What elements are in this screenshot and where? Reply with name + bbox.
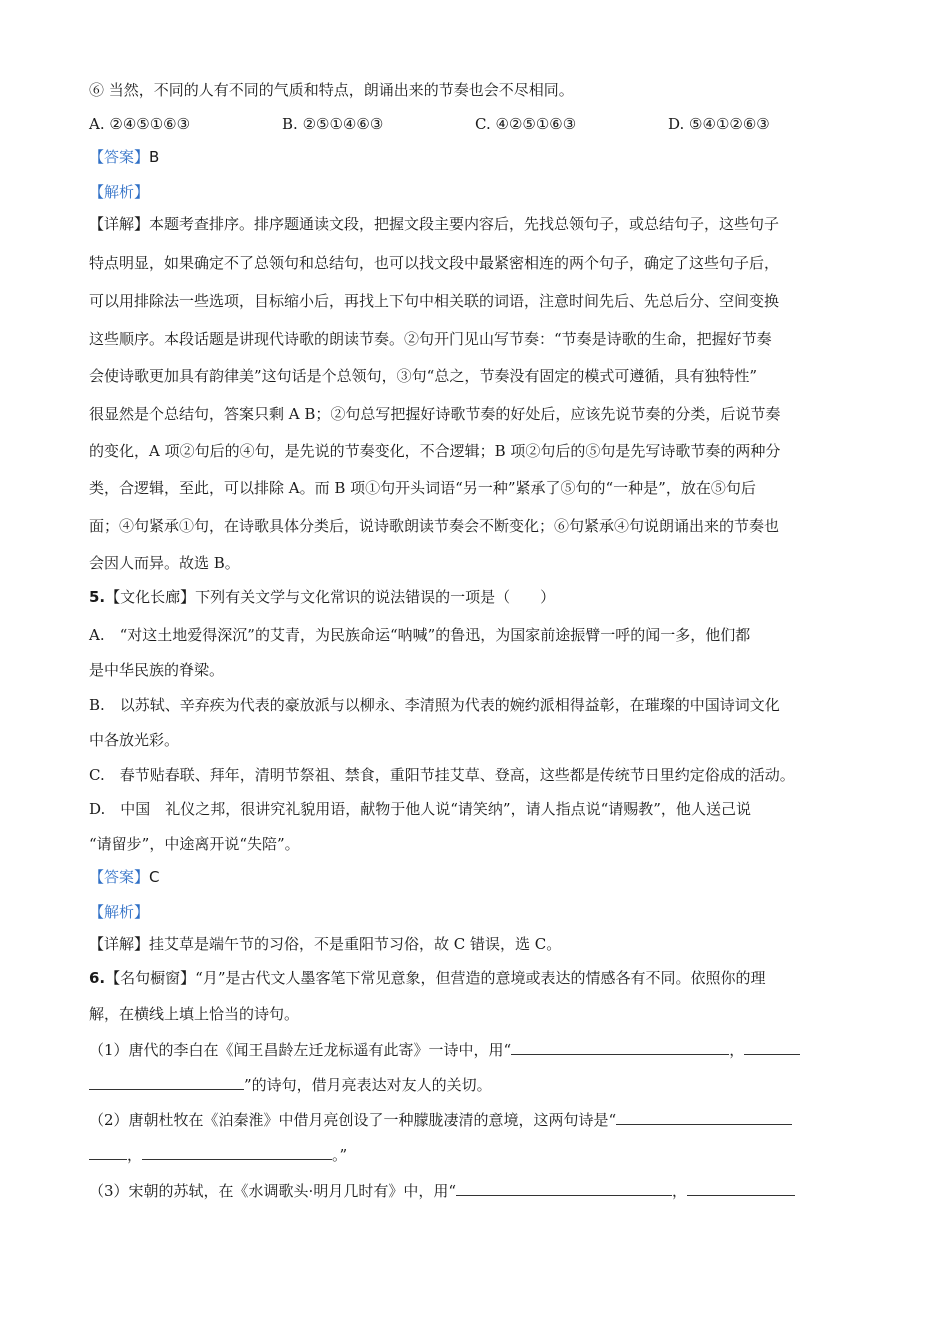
answer-tag: 【答案】 xyxy=(89,868,150,886)
option-c: C. ④②⑤①⑥③ xyxy=(475,115,577,133)
answer-blank[interactable] xyxy=(687,1181,795,1196)
question-6-stem: 6.【名句橱窗】“月”是古代文人墨客笔下常见意象，但营造的意境或表达的情感各有不同。依照你的理 xyxy=(89,969,766,987)
detail-line: 【详解】本题考查排序。排序题通读文段，把握文段主要内容后，先找总领句子，或总结句子，这些句子 xyxy=(89,215,780,233)
answer-blank[interactable] xyxy=(744,1040,800,1055)
answer-blank[interactable] xyxy=(456,1181,672,1196)
detail-line: 会使诗歌更加具有韵律美”这句话是个总领句，③句“总之，节奏没有固定的模式可遵循，具有独特性” xyxy=(89,367,758,385)
answer-blank[interactable] xyxy=(89,1075,244,1090)
detail-line: 会因人而异。故选 B。 xyxy=(89,554,240,572)
question-5-stem: 5.【文化长廊】下列有关文学与文化常识的说法错误的一项是（ ） xyxy=(89,588,556,606)
analysis-tag: 【解析】 xyxy=(89,903,150,921)
q5-option-line: D. 中国 礼仪之邦，很讲究礼貌用语，献物于他人说“请笑纳”，请人指点说“请赐教”，他人送己说 xyxy=(89,800,751,818)
fill-item-2: （2）唐朝杜牧在《泊秦淮》中借月亮创设了一种朦胧凄清的意境，这两句诗是“ xyxy=(89,1110,792,1130)
fill-item-3: （3）宋朝的苏轼，在《水调歌头·明月几时有》中，用“ ， xyxy=(89,1181,795,1201)
option-a: A. ②④⑤①⑥③ xyxy=(89,115,191,133)
analysis-tag: 【解析】 xyxy=(89,183,150,201)
detail-line: 特点明显，如果确定不了总领句和总结句，也可以找文段中最紧密相连的两个句子，确定了这些句子后， xyxy=(89,254,780,272)
q5-option-line: “请留步”，中途离开说“失陪”。 xyxy=(89,835,300,853)
answer-value: B xyxy=(149,148,160,166)
detail-line: 这些顺序。本段话题是讲现代诗歌的朗读节奏。②句开门见山写节奏：“节奏是诗歌的生命，把握好节奏 xyxy=(89,330,772,348)
detail-tag: 【详解】 xyxy=(89,935,150,953)
sentence-6: ⑥ 当然，不同的人有不同的气质和特点，朗诵出来的节奏也会不尽相同。 xyxy=(89,81,574,99)
question-6-stem-cont: 解，在横线上填上恰当的诗句。 xyxy=(89,1005,300,1023)
detail-line: 【详解】挂艾草是端午节的习俗，不是重阳节习俗，故 C 错误，选 C。 xyxy=(89,935,562,953)
fill-item-1: （1）唐代的李白在《闻王昌龄左迁龙标遥有此寄》一诗中，用“ ， xyxy=(89,1040,800,1060)
question-tag: 【名句橱窗】 xyxy=(105,969,196,987)
q5-option-line: B. 以苏轼、辛弃疾为代表的豪放派与以柳永、李清照为代表的婉约派相得益彰，在璀璨的中国诗词文化 xyxy=(89,696,780,714)
detail-line: 的变化，A 项②句后的④句，是先说的节奏变化，不合逻辑；B 项②句后的⑤句是先写诗歌节奏的两种分 xyxy=(89,442,781,460)
answer-blank[interactable] xyxy=(89,1145,127,1160)
answer-blank[interactable] xyxy=(616,1110,792,1125)
detail-line: 类，合逻辑，至此，可以排除 A。而 B 项①句开头词语“另一种”紧承了⑤句的“一种是”，放在⑤句后 xyxy=(89,479,756,497)
answer-blank[interactable] xyxy=(142,1145,332,1160)
fill-item-1-cont: ”的诗句，借月亮表达对友人的关切。 xyxy=(89,1075,492,1095)
answer-tag: 【答案】 xyxy=(89,148,150,166)
answer-line xyxy=(89,147,159,167)
detail-line: 很显然是个总结句，答案只剩 A B；②句总写把握好诗歌节奏的好处后，应该先说节奏的分类，后说节奏 xyxy=(89,405,781,423)
detail-tag: 【详解】 xyxy=(89,215,150,233)
q5-option-line: C. 春节贴春联、拜年，清明节祭祖、禁食，重阳节挂艾草、登高，这些都是传统节日里约定俗成的活动。 xyxy=(89,766,795,784)
q5-option-line: 是中华民族的脊梁。 xyxy=(89,661,225,679)
question-number: 5. xyxy=(89,588,106,606)
answer-line xyxy=(89,867,160,887)
question-number: 6. xyxy=(89,969,106,987)
answer-blank[interactable] xyxy=(511,1040,729,1055)
detail-line: 面；④句紧承①句，在诗歌具体分类后，说诗歌朗读节奏会不断变化；⑥句紧承④句说朗诵出来的节奏也 xyxy=(89,517,780,535)
answer-value: C xyxy=(149,868,160,886)
option-d: D. ⑤④①②⑥③ xyxy=(668,115,770,133)
question-tag: 【文化长廊】 xyxy=(105,588,196,606)
q5-option-line: 中各放光彩。 xyxy=(89,731,180,749)
q5-option-line: A. “对这土地爱得深沉”的艾青，为民族命运“呐喊”的鲁迅，为国家前途振臂一呼的闻一多，他们都 xyxy=(89,626,751,644)
option-b: B. ②⑤①④⑥③ xyxy=(282,115,384,133)
fill-item-2-cont: ， 。” xyxy=(89,1145,347,1165)
detail-line: 可以用排除法一些选项，目标缩小后，再找上下句中相关联的词语，注意时间先后、先总后分、空间变换 xyxy=(89,292,780,310)
